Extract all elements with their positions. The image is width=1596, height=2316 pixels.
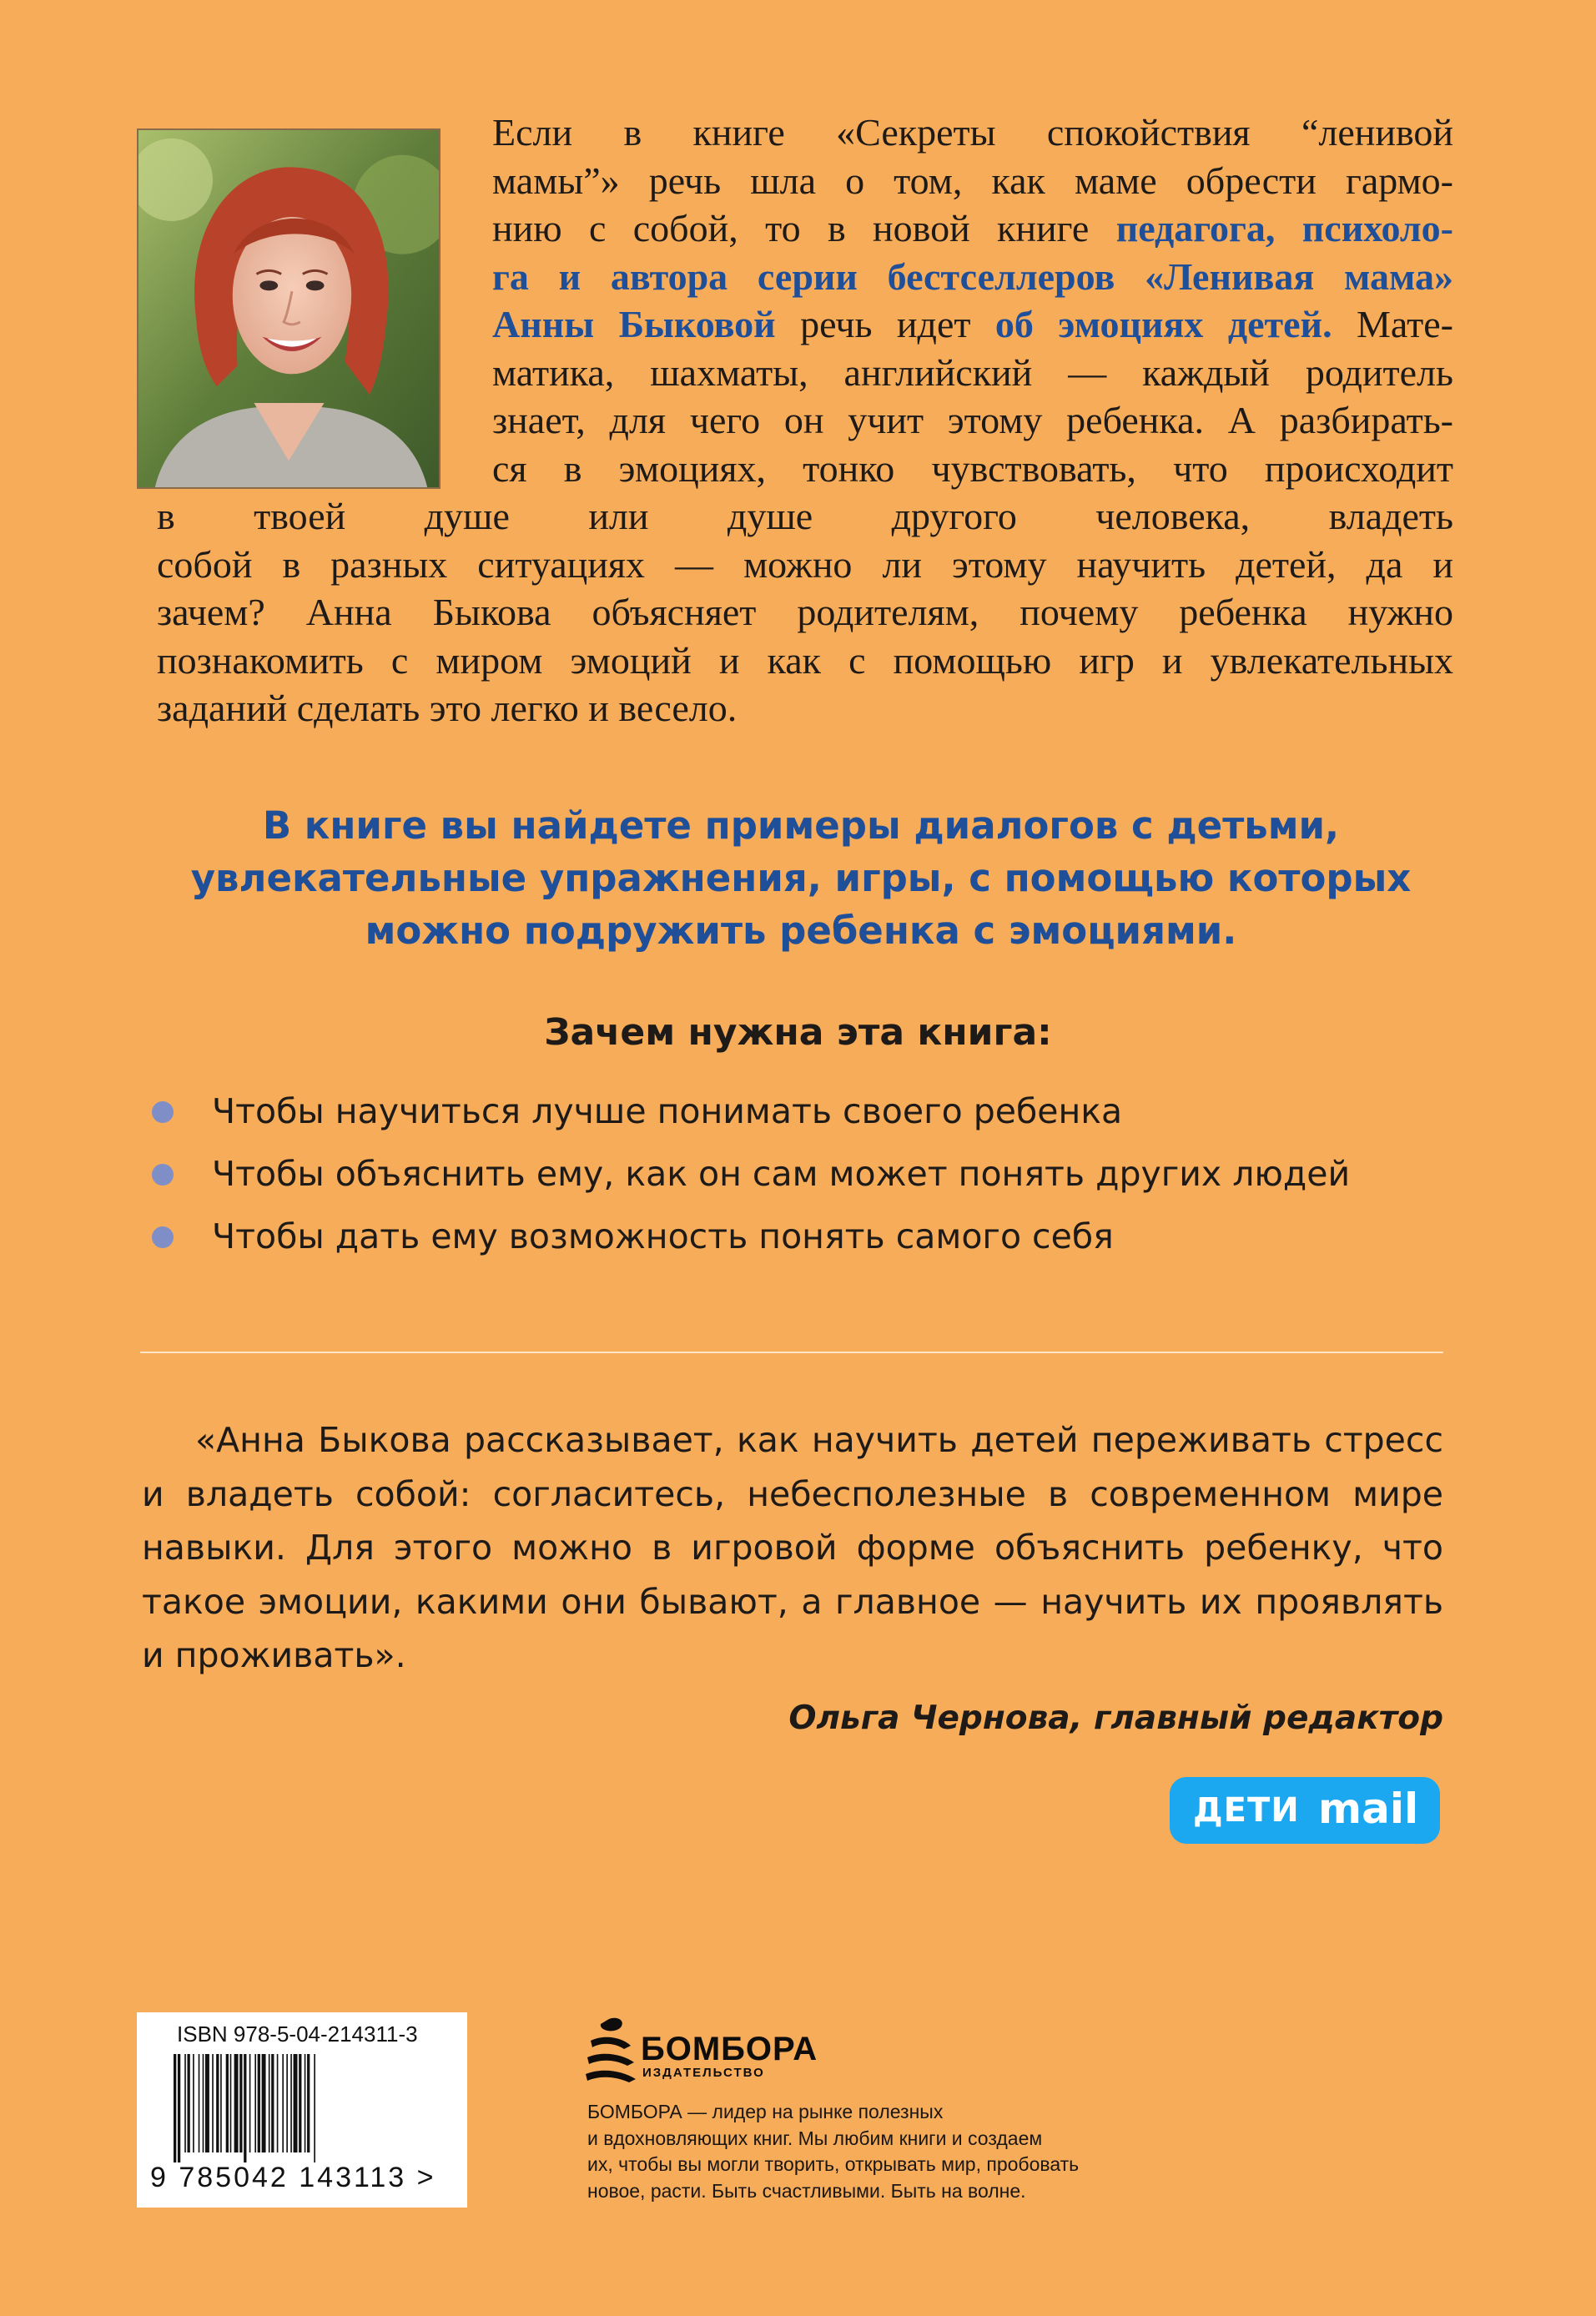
publisher-name: БОМБОРА	[641, 2031, 818, 2067]
barcode-bar	[244, 2054, 246, 2162]
barcode-bar	[286, 2054, 288, 2152]
intro-line	[157, 684, 1453, 733]
intro-line	[157, 541, 1453, 589]
publisher-desc-line: новое, расти. Быть счастливыми. Быть на волне.	[587, 2179, 1026, 2202]
barcode-bar	[184, 2054, 186, 2152]
section-divider	[140, 1352, 1443, 1353]
intro-highlight: педагога, психоло-	[1115, 207, 1453, 249]
intro-paragraph-bottom	[157, 492, 1453, 733]
intro-text: в твоей душе или душе другого человека, владеть	[157, 495, 1453, 537]
list-item	[150, 1086, 1485, 1149]
summary-line: можно подружить ребенка с эмоциями.	[365, 909, 1237, 953]
intro-line	[492, 157, 1453, 205]
barcode-bar	[220, 2054, 222, 2152]
barcode-bar	[199, 2054, 200, 2152]
intro-line	[157, 588, 1453, 637]
quote-line: такое эмоции, какими они бывают, а главное — научить их проявлять	[142, 1581, 1443, 1622]
barcode-bar	[203, 2054, 204, 2152]
intro-line	[492, 108, 1453, 157]
deti-mail-logo	[1170, 1777, 1440, 1844]
publisher-desc-line: и вдохновляющих книг. Мы любим книги и создаем	[587, 2127, 1043, 2149]
intro-text: зачем? Анна Быкова объясняет родителям, почему ребенка нужно	[157, 591, 1453, 633]
quote-line: и владеть собой: согласитесь, небесполезные в современном мире	[142, 1473, 1443, 1514]
barcode-bar	[258, 2054, 260, 2152]
barcode-bar	[277, 2054, 279, 2152]
intro-text: мамы”» речь шла о том, как маме обрести гармо-	[492, 159, 1453, 202]
barcode-bar	[216, 2054, 219, 2152]
quote-line: «Анна Быкова рассказывает, как научить детей переживать стресс	[195, 1420, 1443, 1460]
list-item	[150, 1211, 1485, 1274]
barcode-bar	[299, 2054, 301, 2152]
barcode-bar	[178, 2054, 180, 2162]
bullet-dot-icon	[152, 1101, 174, 1123]
intro-line	[492, 349, 1453, 397]
barcode-bar	[282, 2054, 284, 2152]
barcode-bar	[205, 2054, 209, 2152]
intro-highlight: об эмоциях детей.	[994, 303, 1332, 345]
intro-line	[492, 204, 1453, 253]
intro-highlight: Анны Быковой	[492, 303, 776, 345]
editor-quote	[142, 1413, 1443, 1683]
author-photo	[137, 128, 441, 489]
why-title: Зачем нужна эта книга:	[544, 1011, 1052, 1054]
bullet-dot-icon	[152, 1226, 174, 1248]
intro-text: матика, шахматы, английский — каждый родитель	[492, 350, 1453, 394]
isbn-label: ISBN 978-5-04-214311-3	[177, 2021, 418, 2047]
intro-paragraph-top	[492, 108, 1453, 492]
why-bullet-list	[150, 1086, 1485, 1274]
intro-text: речь идет	[775, 303, 995, 345]
bullet-dot-icon	[152, 1164, 174, 1186]
isbn-digits: 9 785042 143113 >	[150, 2162, 436, 2193]
intro-text: Мате-	[1332, 303, 1453, 345]
publisher-logo	[584, 2012, 826, 2089]
publisher-subtitle: ИЗДАТЕЛЬСТВО	[642, 2066, 765, 2080]
quote-line: и проживать».	[142, 1635, 406, 1675]
book-summary	[125, 799, 1477, 957]
isbn-barcode	[137, 2012, 467, 2208]
intro-text: ся в эмоциях, тонко чувствовать, что происходит	[492, 446, 1453, 490]
summary-line: В книге вы найдете примеры диалогов с детьми,	[262, 803, 1340, 848]
barcode-bar	[262, 2054, 266, 2152]
intro-highlight: га и автора серии бестселлеров «Ленивая мама»	[492, 254, 1453, 298]
publisher-desc-line: их, чтобы вы могли творить, открывать мир, пробовать	[587, 2153, 1080, 2175]
barcode-bars	[174, 2054, 441, 2162]
bullet-text: Чтобы научиться лучше понимать своего ребенка	[212, 1091, 1123, 1131]
intro-text: собой в разных ситуациях — можно ли этому научить детей, да и	[157, 542, 1453, 586]
intro-line	[492, 396, 1453, 445]
barcode-bar	[271, 2054, 274, 2152]
barcode-bar	[212, 2054, 214, 2152]
barcode-bar	[226, 2054, 229, 2152]
list-item	[150, 1149, 1485, 1211]
barcode-bar	[314, 2054, 315, 2162]
barcode-bar	[254, 2054, 256, 2152]
barcode-bar	[188, 2054, 190, 2152]
summary-line: увлекательные упражнения, игры, с помощью которых	[190, 856, 1412, 900]
barcode-bar	[230, 2054, 232, 2152]
barcode-bar	[249, 2054, 251, 2152]
author-portrait-image	[138, 130, 439, 487]
barcode-bar	[294, 2054, 298, 2152]
intro-text: заданий сделать это легко и весело.	[157, 687, 738, 729]
intro-line	[157, 637, 1453, 685]
barcode-bar	[239, 2054, 242, 2152]
barcode-bar	[269, 2054, 270, 2152]
barcode-bar	[234, 2054, 239, 2152]
intro-text: нию с собой, то в новой книге	[492, 207, 1116, 249]
bullet-text: Чтобы дать ему возможность понять самого себя	[212, 1216, 1114, 1256]
barcode-bar	[307, 2054, 310, 2152]
publisher-description	[587, 2099, 1121, 2204]
intro-line	[492, 445, 1453, 493]
quote-line: навыки. Для этого можно в игровой форме объяснить ребенку, что	[142, 1528, 1443, 1568]
quote-signature: Ольга Чернова, главный редактор	[788, 1699, 1443, 1737]
intro-line	[157, 492, 1453, 541]
bombora-wave-icon	[584, 2012, 637, 2089]
bullet-text: Чтобы объяснить ему, как он сам может понять других людей	[212, 1154, 1351, 1194]
badge-word-mail: mail	[1318, 1785, 1419, 1833]
intro-line	[492, 300, 1453, 349]
intro-line	[492, 253, 1453, 301]
intro-text: Если в книге «Секреты спокойствия “ленивой	[492, 111, 1453, 154]
badge-word-deti: ДЕТИ	[1193, 1791, 1300, 1830]
intro-text: знает, для чего он учит этому ребенка. А разбирать-	[492, 399, 1453, 441]
barcode-bar	[290, 2054, 292, 2152]
barcode-bar	[174, 2054, 176, 2162]
intro-text: познакомить с миром эмоций и как с помощью игр и увлекательных	[157, 638, 1453, 682]
barcode-bar	[193, 2054, 194, 2152]
publisher-desc-line: БОМБОРА — лидер на рынке полезных	[587, 2101, 944, 2122]
barcode-bar	[305, 2054, 306, 2152]
